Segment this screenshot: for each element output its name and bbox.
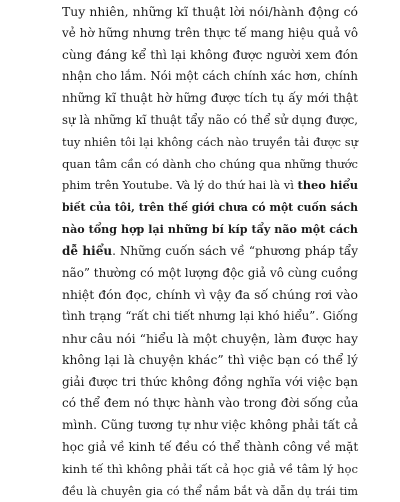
text-line: [62, 66, 358, 88]
text-segment: giải được tri thức không đồng nghĩa với việc bạn: [62, 374, 358, 389]
text-segment: quan tâm cần có dành cho chúng qua những thước: [62, 156, 358, 171]
text-line: [62, 132, 358, 154]
text-segment: cùng đáng kể thì lại không được người xem đón: [62, 47, 358, 62]
text-line: [62, 393, 358, 415]
text-line: [62, 350, 358, 372]
text-segment: Tuy nhiên, những kĩ thuật lời nói/hành động có: [62, 4, 358, 19]
text-line: [62, 459, 358, 481]
text-line: [62, 197, 358, 219]
text-line: [62, 481, 358, 502]
text-segment: như câu nói “hiểu là một chuyện, làm được hay: [62, 330, 358, 346]
text-segment: kinh tế thì không phải tất cả học giả về tâm lý học: [62, 461, 358, 476]
text-segment: não” thường có một lượng độc giả vô cùng cuồng: [62, 265, 358, 280]
body-paragraph: [62, 1, 358, 502]
text-segment: tuy nhiên tôi lại không cách nào truyền tải được sự: [62, 134, 358, 149]
text-segment: sự là những kĩ thuật tẩy não có thể sử dụng được,: [62, 112, 358, 127]
text-segment: có thể đem nó thực hành vào trong đời sống của: [62, 396, 359, 411]
text-segment: mình. Cũng tương tự như việc không phải tất cả: [62, 418, 358, 433]
bold-text-segment: dễ hiểu: [62, 243, 113, 258]
text-line: [62, 284, 358, 306]
text-segment: những kĩ thuật hờ hững được tích tụ ấy mới thật: [62, 91, 358, 106]
text-line: [62, 88, 358, 110]
text-segment: vẻ hờ hững nhưng trên thực tế mang hiệu quả vô: [62, 25, 358, 40]
text-line: [62, 175, 358, 197]
text-line: [62, 45, 358, 67]
text-line: [62, 1, 358, 23]
text-line: [62, 437, 358, 459]
bold-text-segment: theo hiểu: [297, 178, 358, 193]
text-segment: không lại là chuyện khác” thì việc bạn có thể lý: [62, 352, 358, 367]
bold-text-segment: nào tổng hợp lại những bí kíp tẩy não một cách: [62, 222, 358, 236]
text-line: [62, 372, 358, 394]
text-line: [62, 110, 358, 132]
text-line: [62, 263, 358, 285]
text-segment: nhận cho lắm. Nói một cách chính xác hơn, chính: [62, 69, 358, 84]
text-line: [62, 154, 358, 176]
text-line: [62, 219, 358, 241]
text-line: [62, 415, 358, 437]
text-segment: phim trên Youtube. Và lý do thứ hai là vì: [62, 178, 298, 193]
text-segment: học giả về kinh tế đều có thể thành công về mặt: [62, 439, 359, 454]
text-line: [62, 306, 358, 328]
text-line: [62, 241, 358, 263]
text-segment: tình trạng “rất chi tiết nhưng lại khó hiểu”. Giống: [62, 309, 358, 324]
text-line: [62, 23, 358, 45]
bold-text-segment: biết của tôi, trên thế giới chưa có một cuốn sách: [62, 201, 358, 215]
text-line: [62, 328, 358, 350]
text-segment: đều là chuyên gia có thể nắm bắt và dẫn dụ trái tim: [62, 484, 358, 498]
text-segment: . Những cuốn sách về “phương pháp tẩy: [112, 243, 358, 258]
text-segment: nhiệt đón đọc, chính vì vậy đa số chúng rơi vào: [62, 287, 358, 303]
